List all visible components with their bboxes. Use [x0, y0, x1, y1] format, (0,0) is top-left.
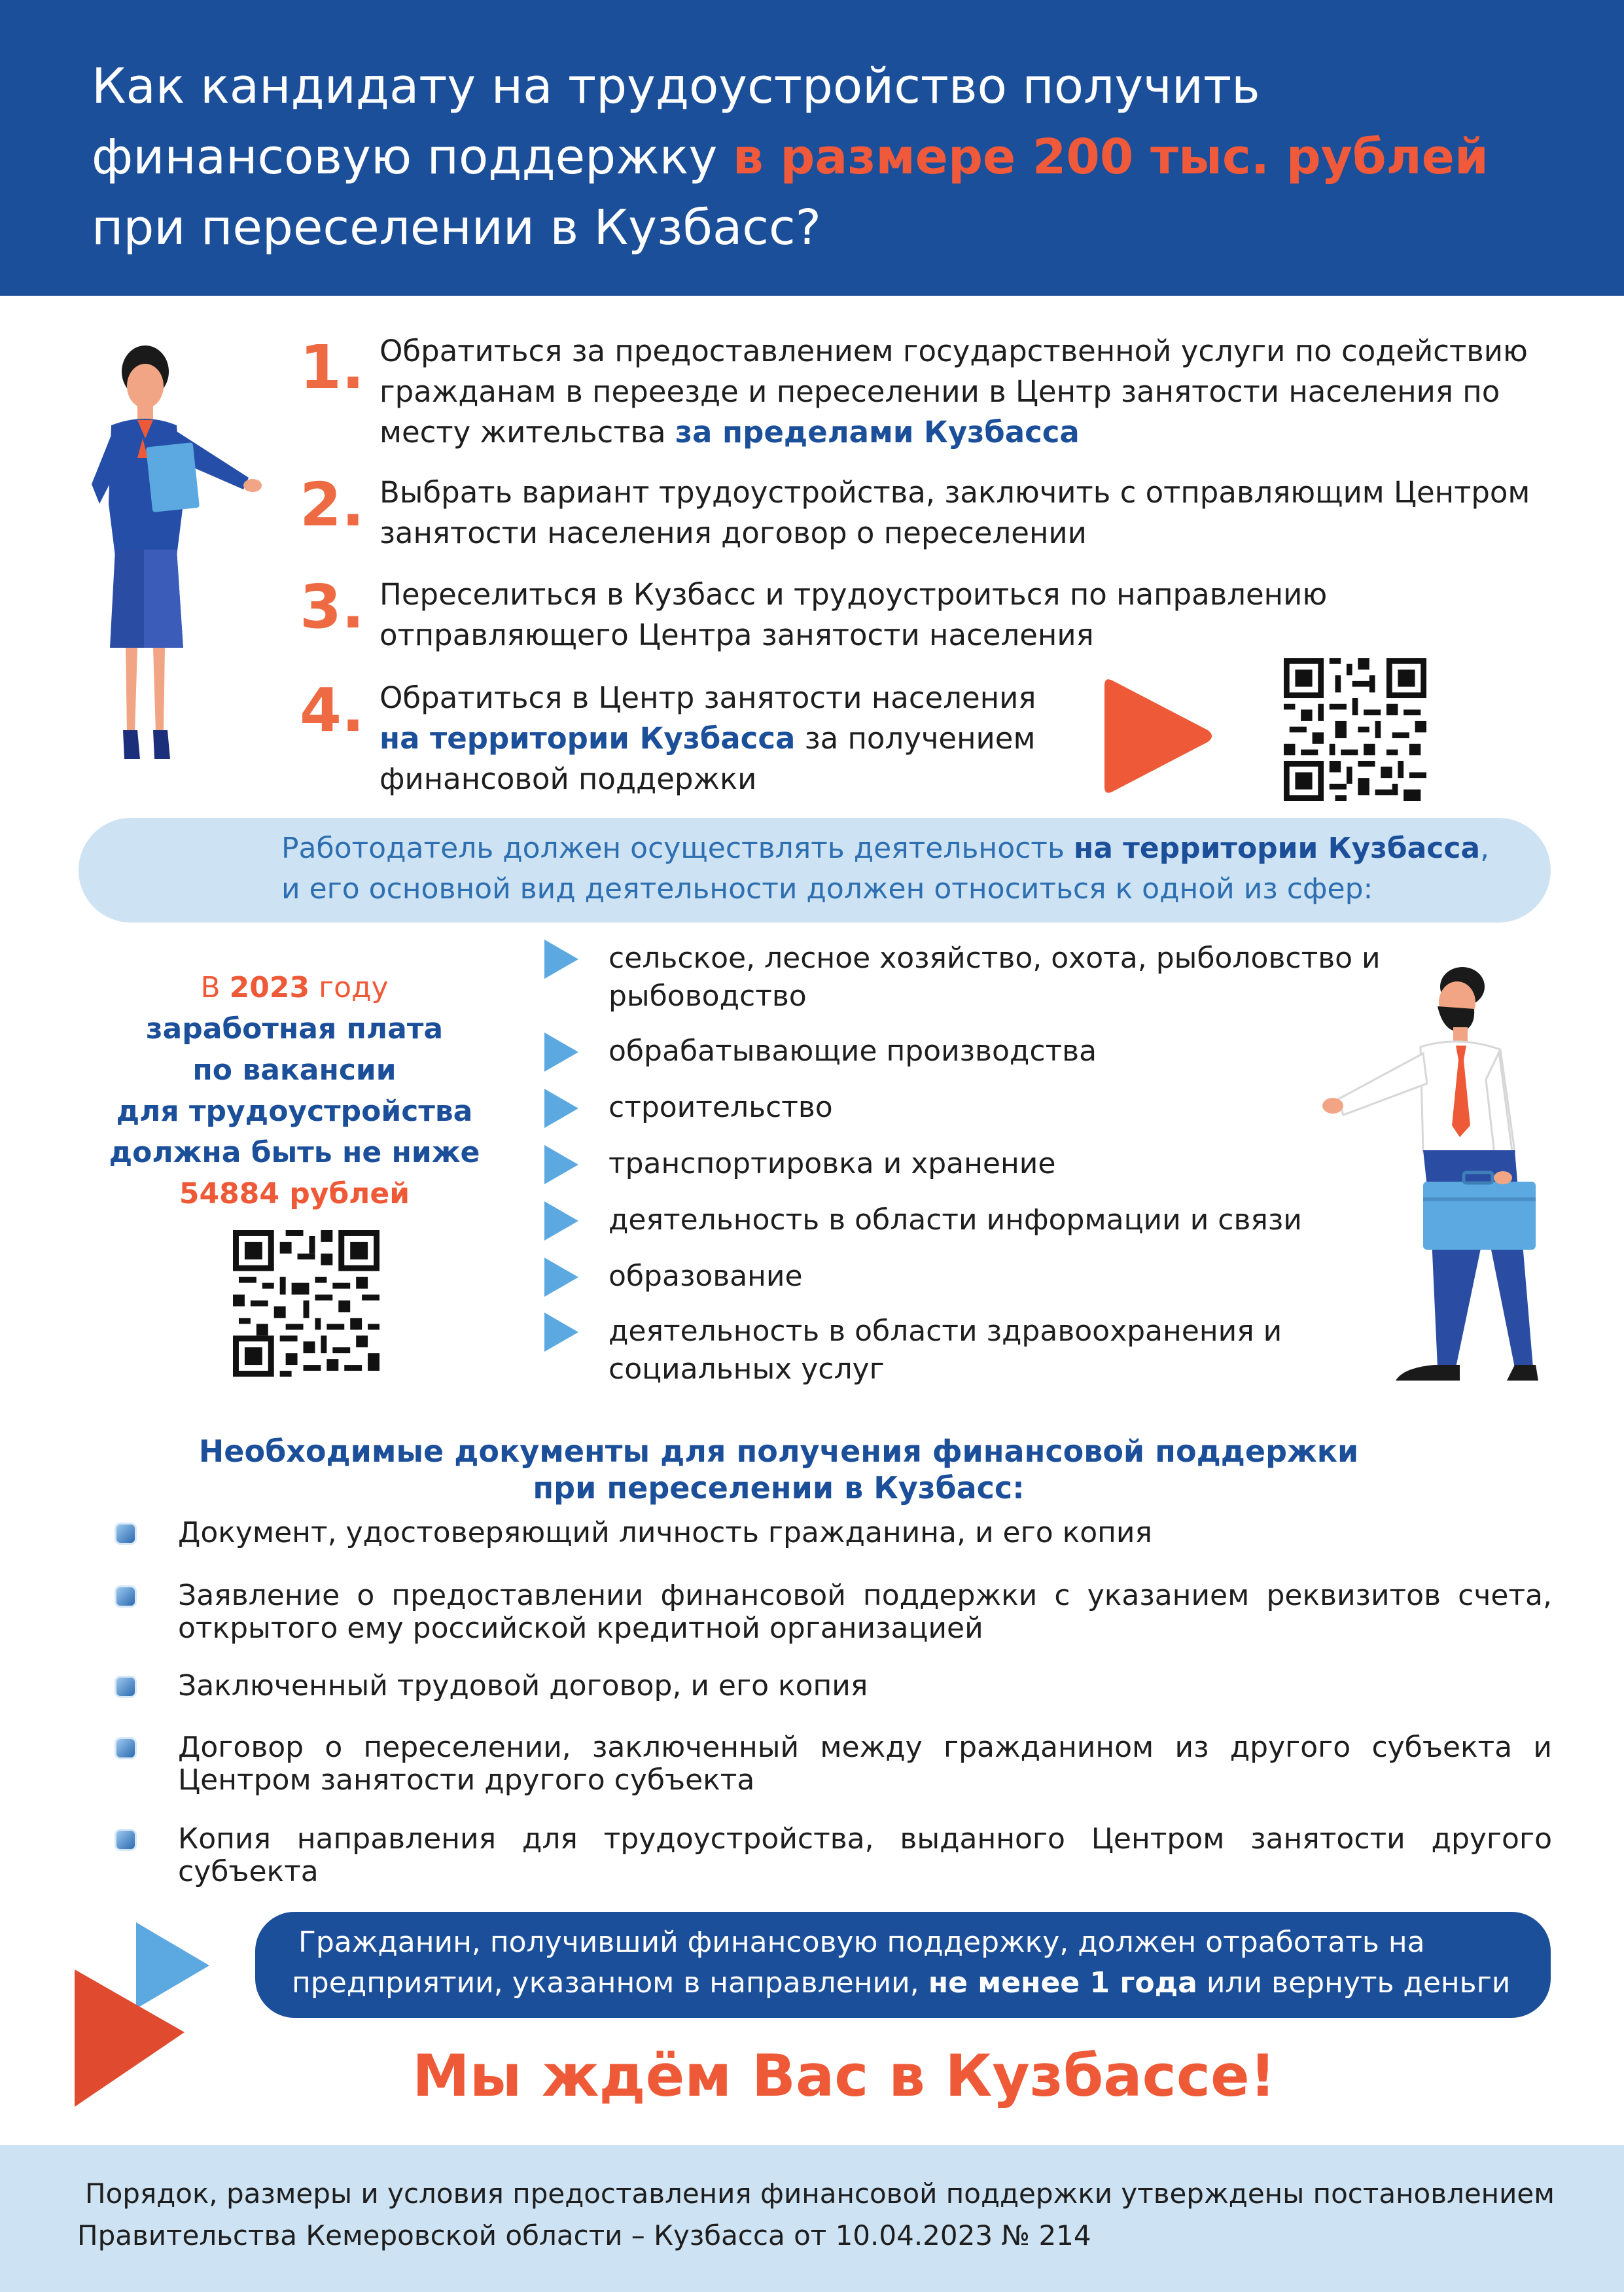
sphere-bullet-icon — [544, 1089, 578, 1128]
salary-requirement — [92, 967, 497, 1214]
man-illustration — [1292, 962, 1554, 1394]
salary-line-1 — [92, 967, 497, 1008]
salary-line-1-pre: В — [200, 971, 230, 1004]
title-line-3: при переселении в Кузбасс? — [92, 200, 821, 256]
employer-requirement-panel — [79, 818, 1551, 923]
step-4-text — [380, 678, 1099, 800]
sphere-item-transport: транспортировка и хранение — [609, 1147, 1056, 1180]
salary-line-2: заработная плата — [145, 1012, 444, 1046]
header-banner — [0, 0, 1624, 296]
step-2-number: 2. — [300, 470, 364, 540]
employer-line-1 — [281, 828, 1525, 869]
page-title — [92, 51, 1570, 263]
step-1-number: 1. — [300, 332, 364, 402]
employer-line-2: и его основной вид деятельности должен относиться к одной из сфер: — [281, 872, 1373, 906]
step-2-text: Выбрать вариант трудоустройства, заключить с отправляющим Центром занятости населения договор о переселении — [380, 475, 1530, 550]
salary-amount: 54884 рублей — [179, 1177, 410, 1210]
step-4-post: за получением финансовой поддержки — [380, 721, 1036, 796]
footer-line-1: Порядок, размеры и условия предоставления финансовой поддержки утверждены постановлением — [85, 2177, 1555, 2210]
footer-line-2: Правительства Кемеровской области – Кузбасса от 10.04.2023 № 214 — [77, 2219, 1091, 2251]
documents-title — [196, 1433, 1361, 1506]
notice-line-2-post: или вернуть деньги — [1197, 1966, 1511, 2000]
sphere-item-healthcare: деятельность в области здравоохранения и социальных услуг — [609, 1314, 1282, 1386]
play-triangle-icon — [1099, 674, 1217, 798]
step-1-text — [380, 331, 1557, 453]
step-3-number: 3. — [300, 572, 364, 642]
salary-year: 2023 — [229, 971, 310, 1004]
obligation-notice — [255, 1912, 1551, 2018]
step-4-line-2 — [380, 718, 1099, 800]
sphere-item-agriculture: сельское, лесное хозяйство, охота, рыболовство и рыбоводство — [609, 942, 1381, 1013]
salary-line-1-post: году — [309, 971, 389, 1004]
notice-line-2 — [292, 1963, 1522, 2003]
qr-code-salary[interactable] — [233, 1230, 380, 1377]
notice-line-2-text: предприятии, указанном в направлении, — [292, 1966, 928, 2000]
title-line-2-text: финансовую поддержку — [92, 129, 733, 185]
sphere-item-education: образование — [609, 1260, 803, 1293]
employer-line-1-text: Работодатель должен осуществлять деятельность — [281, 832, 1074, 865]
sphere-bullet-icon — [544, 1145, 578, 1184]
footer — [0, 2145, 1624, 2292]
step-4-line-1: Обратиться в Центр занятости населения — [380, 680, 1036, 715]
document-bullet-icon — [116, 1525, 135, 1543]
step-4-number: 4. — [300, 675, 364, 745]
sphere-bullet-icon — [544, 940, 578, 979]
document-item-application: Заявление о предоставлении финансовой поддержки с указанием реквизитов счета, открытого ему российской кредитной организацией — [178, 1579, 1552, 1645]
title-line-1: Как кандидату на трудоустройство получить — [92, 58, 1260, 115]
document-bullet-icon — [116, 1587, 135, 1606]
sphere-item-it: деятельность в области информации и связи — [609, 1203, 1302, 1237]
title-highlight: в размере 200 тыс. рублей — [732, 129, 1489, 185]
logo-icon — [72, 1917, 216, 2107]
document-item-id: Документ, удостоверяющий личность гражданина, и его копия — [178, 1516, 1152, 1549]
welcome-slogan: Мы ждём Вас в Кузбассе! — [412, 2042, 1276, 2109]
document-bullet-icon — [116, 1678, 135, 1696]
document-bullet-icon — [116, 1831, 135, 1849]
document-item-contract: Заключенный трудовой договор, и его копия — [178, 1669, 868, 1702]
step-1-text-bold: за пределами Кузбасса — [675, 415, 1080, 450]
sphere-item-construction: строительство — [609, 1091, 833, 1124]
sphere-item-manufacturing: обрабатывающие производства — [609, 1034, 1097, 1068]
document-item-resettlement: Договор о переселении, заключенный между гражданином из другого субъекта и Центром занятости другого субъекта — [178, 1731, 1552, 1797]
salary-line-3: по вакансии — [192, 1053, 397, 1087]
salary-line-4: для трудоустройства — [116, 1095, 473, 1128]
step-4-bold: на территории Кузбасса — [380, 721, 796, 756]
notice-line-2-bold: не менее 1 года — [928, 1966, 1197, 2000]
employer-line-1-post: , — [1480, 832, 1490, 865]
sphere-bullet-icon — [544, 1201, 578, 1241]
documents-title-line-1: Необходимые документы для получения финансовой поддержки — [198, 1434, 1359, 1469]
employer-line-1-bold: на территории Кузбасса — [1073, 832, 1481, 865]
title-line-2 — [92, 122, 1570, 192]
woman-illustration — [72, 340, 294, 766]
sphere-bullet-icon — [544, 1313, 578, 1352]
sphere-bullet-icon — [544, 1258, 578, 1297]
step-3-text: Переселиться в Кузбасс и трудоустроиться по направлению отправляющего Центра занятости населения — [380, 577, 1328, 652]
qr-code-step-4[interactable] — [1284, 658, 1426, 801]
documents-title-line-2: при переселении в Кузбасс: — [533, 1470, 1025, 1506]
sphere-bullet-icon — [544, 1032, 578, 1072]
document-item-referral: Копия направления для трудоустройства, выданного Центром занятости другого субъекта — [178, 1822, 1552, 1888]
notice-line-1: Гражданин, получивший финансовую поддержку, должен отработать на — [298, 1926, 1425, 1959]
step-1-text-main: Обратиться за предоставлением государственной услуги по содействию гражданам в переезде и переселении в Центр занятости населения по месту жительства — [380, 334, 1528, 450]
document-bullet-icon — [116, 1739, 135, 1757]
salary-line-5: должна быть не ниже — [109, 1136, 480, 1169]
